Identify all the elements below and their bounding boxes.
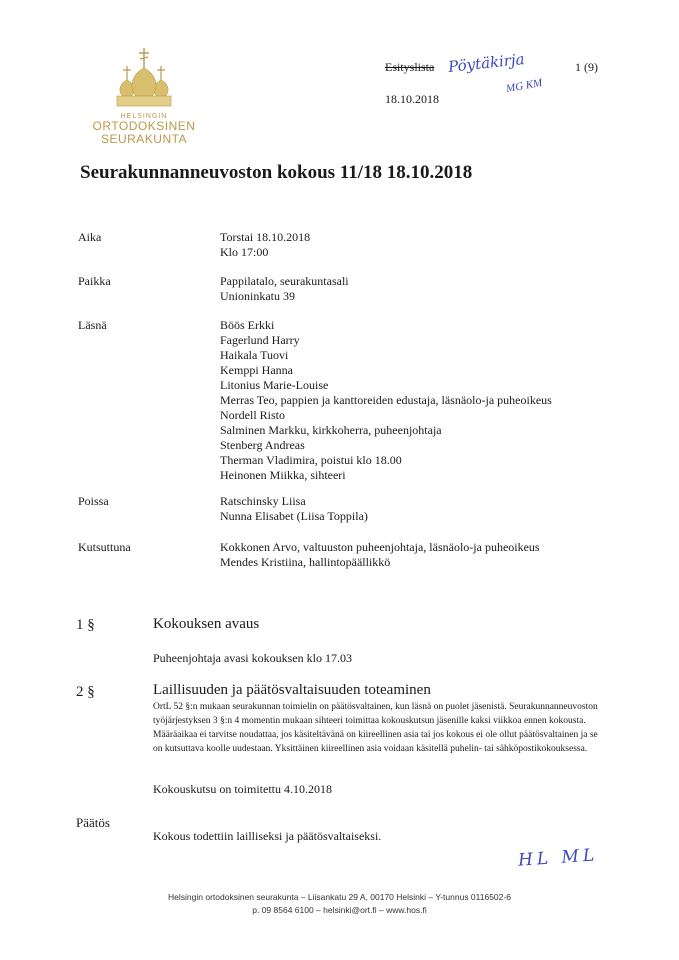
attendee: Fagerlund Harry bbox=[220, 333, 300, 347]
attendee: Litonius Marie-Louise bbox=[220, 378, 329, 392]
section-2-paragraph: OrtL 52 §:n mukaan seurakunnan toimielin on päätösvaltainen, kun läsnä on puolet jäsenistä. Seurakunnanneuvoston työjärjestyksen 3 §:n 4 momentin mukaan sihteeri toimittaa kokouskutsun jäsenille kaksi viikkoa ennen kokousta. Määräaikaa ei tarvitse noudattaa, jos käsiteltävänä on kiireellinen asia tai jos kokous ei ole ollut päätösvaltainen ja se on kutsuttava koolle uudestaan. Yksittäinen kiireellinen asia voidaan käsitellä puhelin- tai sähköpostikokouksessa. bbox=[153, 702, 598, 754]
absentee: Ratschinsky Liisa bbox=[220, 494, 306, 508]
attendee: Stenberg Andreas bbox=[220, 438, 305, 452]
info-values-aika bbox=[220, 230, 650, 260]
section-2-title: Laillisuuden ja päätösvaltaisuuden toteaminen bbox=[153, 682, 431, 698]
invitee: Mendes Kristiina, hallintopäällikkö bbox=[220, 555, 391, 569]
page-title: Seurakunnanneuvoston kokous 11/18 18.10.2018 bbox=[80, 162, 473, 183]
info-values-lasna bbox=[220, 318, 650, 483]
attendee: Merras Teo, pappien ja kanttoreiden edustaja, läsnäolo-ja puheoikeus bbox=[220, 393, 552, 407]
attendee: Heinonen Miikka, sihteeri bbox=[220, 468, 346, 482]
page-number: 1 (9) bbox=[575, 60, 598, 74]
attendee: Haikala Tuovi bbox=[220, 348, 289, 362]
info-value: Torstai 18.10.2018 bbox=[220, 230, 311, 244]
handwritten-initials-bottom: HL ML bbox=[517, 845, 599, 871]
section-1-number: 1 § bbox=[76, 617, 95, 633]
handwritten-doc-type: Pöytäkirja bbox=[447, 50, 526, 76]
attendee: Nordell Risto bbox=[220, 408, 285, 422]
info-value: Unioninkatu 39 bbox=[220, 289, 295, 303]
info-label-paikka: Paikka bbox=[78, 274, 111, 288]
handwritten-initials-top: MG KM bbox=[505, 76, 544, 96]
section-2-note: Kokouskutsu on toimitettu 4.10.2018 bbox=[153, 782, 333, 796]
attendee: Kemppi Hanna bbox=[220, 363, 293, 377]
info-value: Klo 17:00 bbox=[220, 245, 269, 259]
info-values-kutsuttuna bbox=[220, 540, 650, 570]
info-label-lasna: Läsnä bbox=[78, 318, 107, 332]
info-value: Pappilatalo, seurakuntasali bbox=[220, 274, 349, 288]
logo-line-2: ORTODOKSINEN bbox=[92, 119, 196, 133]
church-logo bbox=[88, 44, 200, 146]
logo-line-3: SEURAKUNTA bbox=[100, 132, 188, 146]
logo-line-1: HELSINGIN bbox=[120, 113, 168, 120]
section-2-number: 2 § bbox=[76, 684, 95, 700]
footer-address: Helsingin ortodoksinen seurakunta – Liisankatu 29 A, 00170 Helsinki – Y-tunnus 0116502-6 bbox=[168, 892, 511, 902]
decision-label: Päätös bbox=[76, 815, 110, 830]
onion-domes-icon bbox=[109, 44, 179, 112]
section-1-text: Puheenjohtaja avasi kokouksen klo 17.03 bbox=[153, 651, 352, 665]
footer-contact: p. 09 8564 6100 – helsinki@ort.fi – www.hos.fi bbox=[252, 905, 427, 915]
info-values-poissa bbox=[220, 494, 650, 524]
info-label-kutsuttuna: Kutsuttuna bbox=[78, 540, 131, 554]
document-date: 18.10.2018 bbox=[385, 92, 439, 106]
absentee: Nunna Elisabet (Liisa Toppila) bbox=[220, 509, 368, 523]
attendee: Böös Erkki bbox=[220, 318, 275, 332]
doc-type-struck: Esityslista bbox=[385, 60, 435, 74]
info-label-poissa: Poissa bbox=[78, 494, 109, 508]
attendee: Salminen Markku, kirkkoherra, puheenjohtaja bbox=[220, 423, 442, 437]
section-1-title: Kokouksen avaus bbox=[153, 616, 260, 632]
info-label-aika: Aika bbox=[78, 230, 102, 244]
decision-text: Kokous todettiin lailliseksi ja päätösvaltaiseksi. bbox=[153, 829, 382, 843]
info-values-paikka bbox=[220, 274, 650, 304]
invitee: Kokkonen Arvo, valtuuston puheenjohtaja, läsnäolo-ja puheoikeus bbox=[220, 540, 540, 554]
attendee: Therman Vladimira, poistui klo 18.00 bbox=[220, 453, 402, 467]
